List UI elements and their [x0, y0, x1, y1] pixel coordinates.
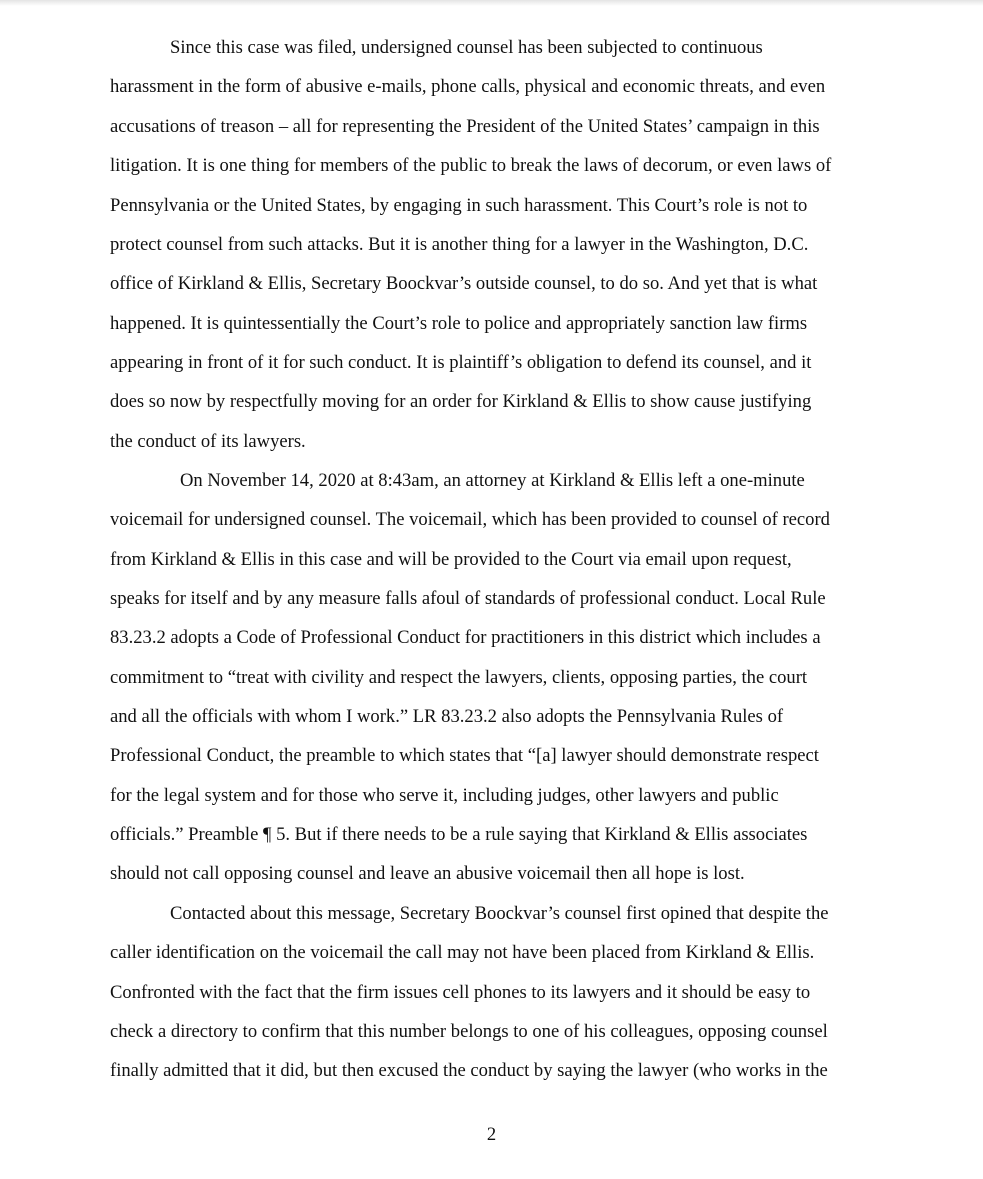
paragraph-1-line: harassment in the form of abusive e-mails, phone calls, physical and economic threats, and even [110, 76, 826, 97]
paragraph-3-line: Contacted about this message, Secretary Boockvar’s counsel first opined that despite the [170, 903, 829, 924]
paragraph-1-line: accusations of treason – all for representing the President of the United States’ campaign in this [110, 116, 820, 137]
paragraph-1-line: litigation. It is one thing for members of the public to break the laws of decorum, or even laws of [110, 155, 832, 176]
paragraph-1-line: happened. It is quintessentially the Court’s role to police and appropriately sanction law firms [110, 313, 808, 334]
paragraph-1-line: office of Kirkland & Ellis, Secretary Boockvar’s outside counsel, to do so. And yet that is what [110, 273, 818, 294]
paragraph-2-line: for the legal system and for those who serve it, including judges, other lawyers and public [110, 785, 779, 806]
paragraph-2-line: should not call opposing counsel and leave an abusive voicemail then all hope is lost. [110, 863, 745, 884]
paragraph-1-line: Since this case was filed, undersigned counsel has been subjected to continuous [170, 37, 763, 58]
paragraph-3-line: Confronted with the fact that the firm issues cell phones to its lawyers and it should be easy to [110, 982, 811, 1003]
page-number: 2 [486, 1124, 497, 1145]
paragraph-3-line: finally admitted that it did, but then excused the conduct by saying the lawyer (who works in the [110, 1060, 828, 1081]
paragraph-2-line: commitment to “treat with civility and respect the lawyers, clients, opposing parties, the court [110, 667, 808, 688]
paragraph-1-line: the conduct of its lawyers. [110, 431, 306, 452]
paragraph-1-line: appearing in front of it for such conduct. It is plaintiff’s obligation to defend its counsel, and it [110, 352, 812, 373]
paragraph-1-line: Pennsylvania or the United States, by engaging in such harassment. This Court’s role is not to [110, 195, 808, 216]
paragraph-2-line: On November 14, 2020 at 8:43am, an attorney at Kirkland & Ellis left a one-minute [180, 470, 805, 491]
paragraph-2-line: 83.23.2 adopts a Code of Professional Conduct for practitioners in this district which includes a [110, 627, 821, 648]
paragraph-2-line: speaks for itself and by any measure falls afoul of standards of professional conduct. Local Rule [110, 588, 826, 609]
paragraph-2-line: and all the officials with whom I work.” LR 83.23.2 also adopts the Pennsylvania Rules of [110, 706, 784, 727]
paragraph-2-line: Professional Conduct, the preamble to which states that “[a] lawyer should demonstrate respect [110, 745, 819, 766]
paragraph-3-line: check a directory to confirm that this number belongs to one of his colleagues, opposing counsel [110, 1021, 828, 1042]
paragraph-1-line: protect counsel from such attacks. But it is another thing for a lawyer in the Washington, D.C. [110, 234, 809, 255]
paragraph-1-line: does so now by respectfully moving for an order for Kirkland & Ellis to show cause justifying [110, 391, 812, 412]
paragraph-3-line: caller identification on the voicemail the call may not have been placed from Kirkland & Ellis. [110, 942, 815, 963]
paragraph-2-line: officials.” Preamble ¶ 5. But if there needs to be a rule saying that Kirkland & Ellis associates [110, 824, 808, 845]
paragraph-2-line: from Kirkland & Ellis in this case and will be provided to the Court via email upon request, [110, 549, 792, 570]
paragraph-2-line: voicemail for undersigned counsel. The voicemail, which has been provided to counsel of record [110, 509, 830, 530]
